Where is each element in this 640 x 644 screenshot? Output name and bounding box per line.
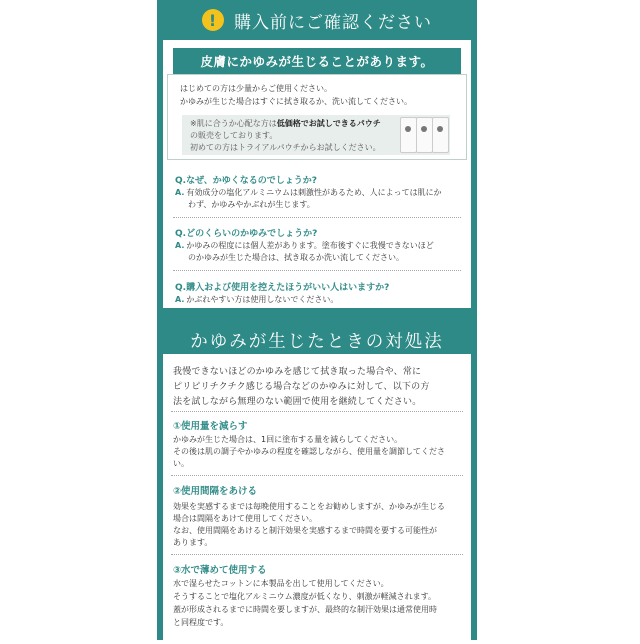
divider	[171, 411, 463, 412]
faq-answer	[175, 240, 434, 251]
trial-pouch-box	[182, 115, 450, 155]
trial-line: の販売をしております。	[190, 131, 278, 140]
faq-question: Q.どのくらいのかゆみでしょうか?	[175, 229, 318, 239]
trial-emphasis: 低価格でお試しできるパウチ	[276, 119, 381, 128]
answer-mark: A.	[175, 188, 185, 197]
remedy-heading: ③水で薄めて使用する	[173, 565, 267, 576]
remedy-text: その後は肌の調子やかゆみの程度を確認しながら、使用量を調節してくださ	[173, 447, 445, 456]
pouch-icon	[400, 117, 417, 153]
answer-text: 有効成分の塩化アルミニウムは刺激性があるため、人によっては肌にか	[186, 188, 442, 197]
remedy-heading: ①使用量を減らす	[173, 421, 248, 432]
exclamation-icon: !	[202, 9, 224, 31]
trial-line	[190, 118, 381, 129]
notice-panel	[163, 40, 471, 308]
divider	[171, 554, 463, 555]
remedy-text: そうすることで塩化アルミニウム濃度が低くなり、刺激が軽減されます。	[173, 592, 436, 601]
remedy-text: あります。	[173, 538, 213, 547]
remedy-intro: 法を試しながら無理のない範囲で使用を継続してください。	[173, 397, 422, 407]
notice-box	[167, 74, 467, 160]
divider	[173, 270, 461, 271]
trial-line: 初めての方はトライアルパウチからお試しください。	[190, 143, 381, 152]
faq-question: Q.購入および使用を控えたほうがいい人はいますか?	[175, 283, 390, 293]
remedy-text: 蓋が形成されるまでに時間を要しますが、最終的な制汗効果は通常使用時	[173, 605, 437, 614]
divider	[173, 217, 461, 218]
remedy-text: なお、使用間隔をあけると制汗効果を実感するまで時間を要する可能性が	[173, 526, 437, 535]
remedy-intro: ピリピリチクチク感じる場合などのかゆみに対して、以下の方	[173, 382, 430, 392]
remedy-text: と同程度です。	[173, 618, 229, 627]
remedy-text: い。	[173, 459, 189, 468]
notice-line: かゆみが生じた場合はすぐに拭き取るか、洗い流してください。	[180, 97, 412, 106]
header	[157, 0, 477, 40]
notice-banner: 皮膚にかゆみが生じることがあります。	[173, 48, 461, 74]
divider	[171, 475, 463, 476]
faq-answer	[175, 294, 338, 305]
pouch-icon	[416, 117, 433, 153]
faq-question: Q.なぜ、かゆくなるのでしょうか?	[175, 176, 318, 186]
remedy-text: 効果を実感するまでは毎晩使用することをお勧めしますが、かゆみが生じる	[173, 502, 445, 511]
pouch-icon	[432, 117, 449, 153]
trial-text: ※肌に合うか心配な方は	[190, 119, 277, 128]
remedy-text: かゆみが生じた場合は、1回に塗布する量を減らしてください。	[173, 435, 403, 444]
remedy-text: 場合は間隔をあけて使用してください。	[173, 514, 317, 523]
notice-line: はじめての方は少量からご使用ください。	[180, 84, 332, 93]
faq-answer-cont: わず、かゆみやかぶれが生じます。	[188, 200, 315, 209]
answer-text: かぶれやすい方は使用しないでください。	[186, 295, 339, 304]
answer-mark: A.	[175, 295, 185, 304]
remedy-panel	[163, 354, 471, 644]
faq-answer-cont: のかゆみが生じた場合は、拭き取るか洗い流してください。	[188, 253, 404, 262]
remedy-title: かゆみが生じたときの対処法	[190, 331, 444, 352]
info-frame	[157, 0, 477, 640]
answer-mark: A.	[175, 241, 185, 250]
answer-text: かゆみの程度には個人差があります。塗布後すぐに我慢できないほど	[186, 241, 434, 250]
remedy-text: 水で湿らせたコットンに本製品を出して使用してください。	[173, 579, 389, 588]
remedy-intro: 我慢できないほどのかゆみを感じて拭き取った場合や、常に	[173, 367, 422, 377]
remedy-heading: ②使用間隔をあける	[173, 486, 258, 497]
header-title: 購入前にご確認ください	[234, 12, 432, 33]
faq-answer	[175, 187, 442, 198]
